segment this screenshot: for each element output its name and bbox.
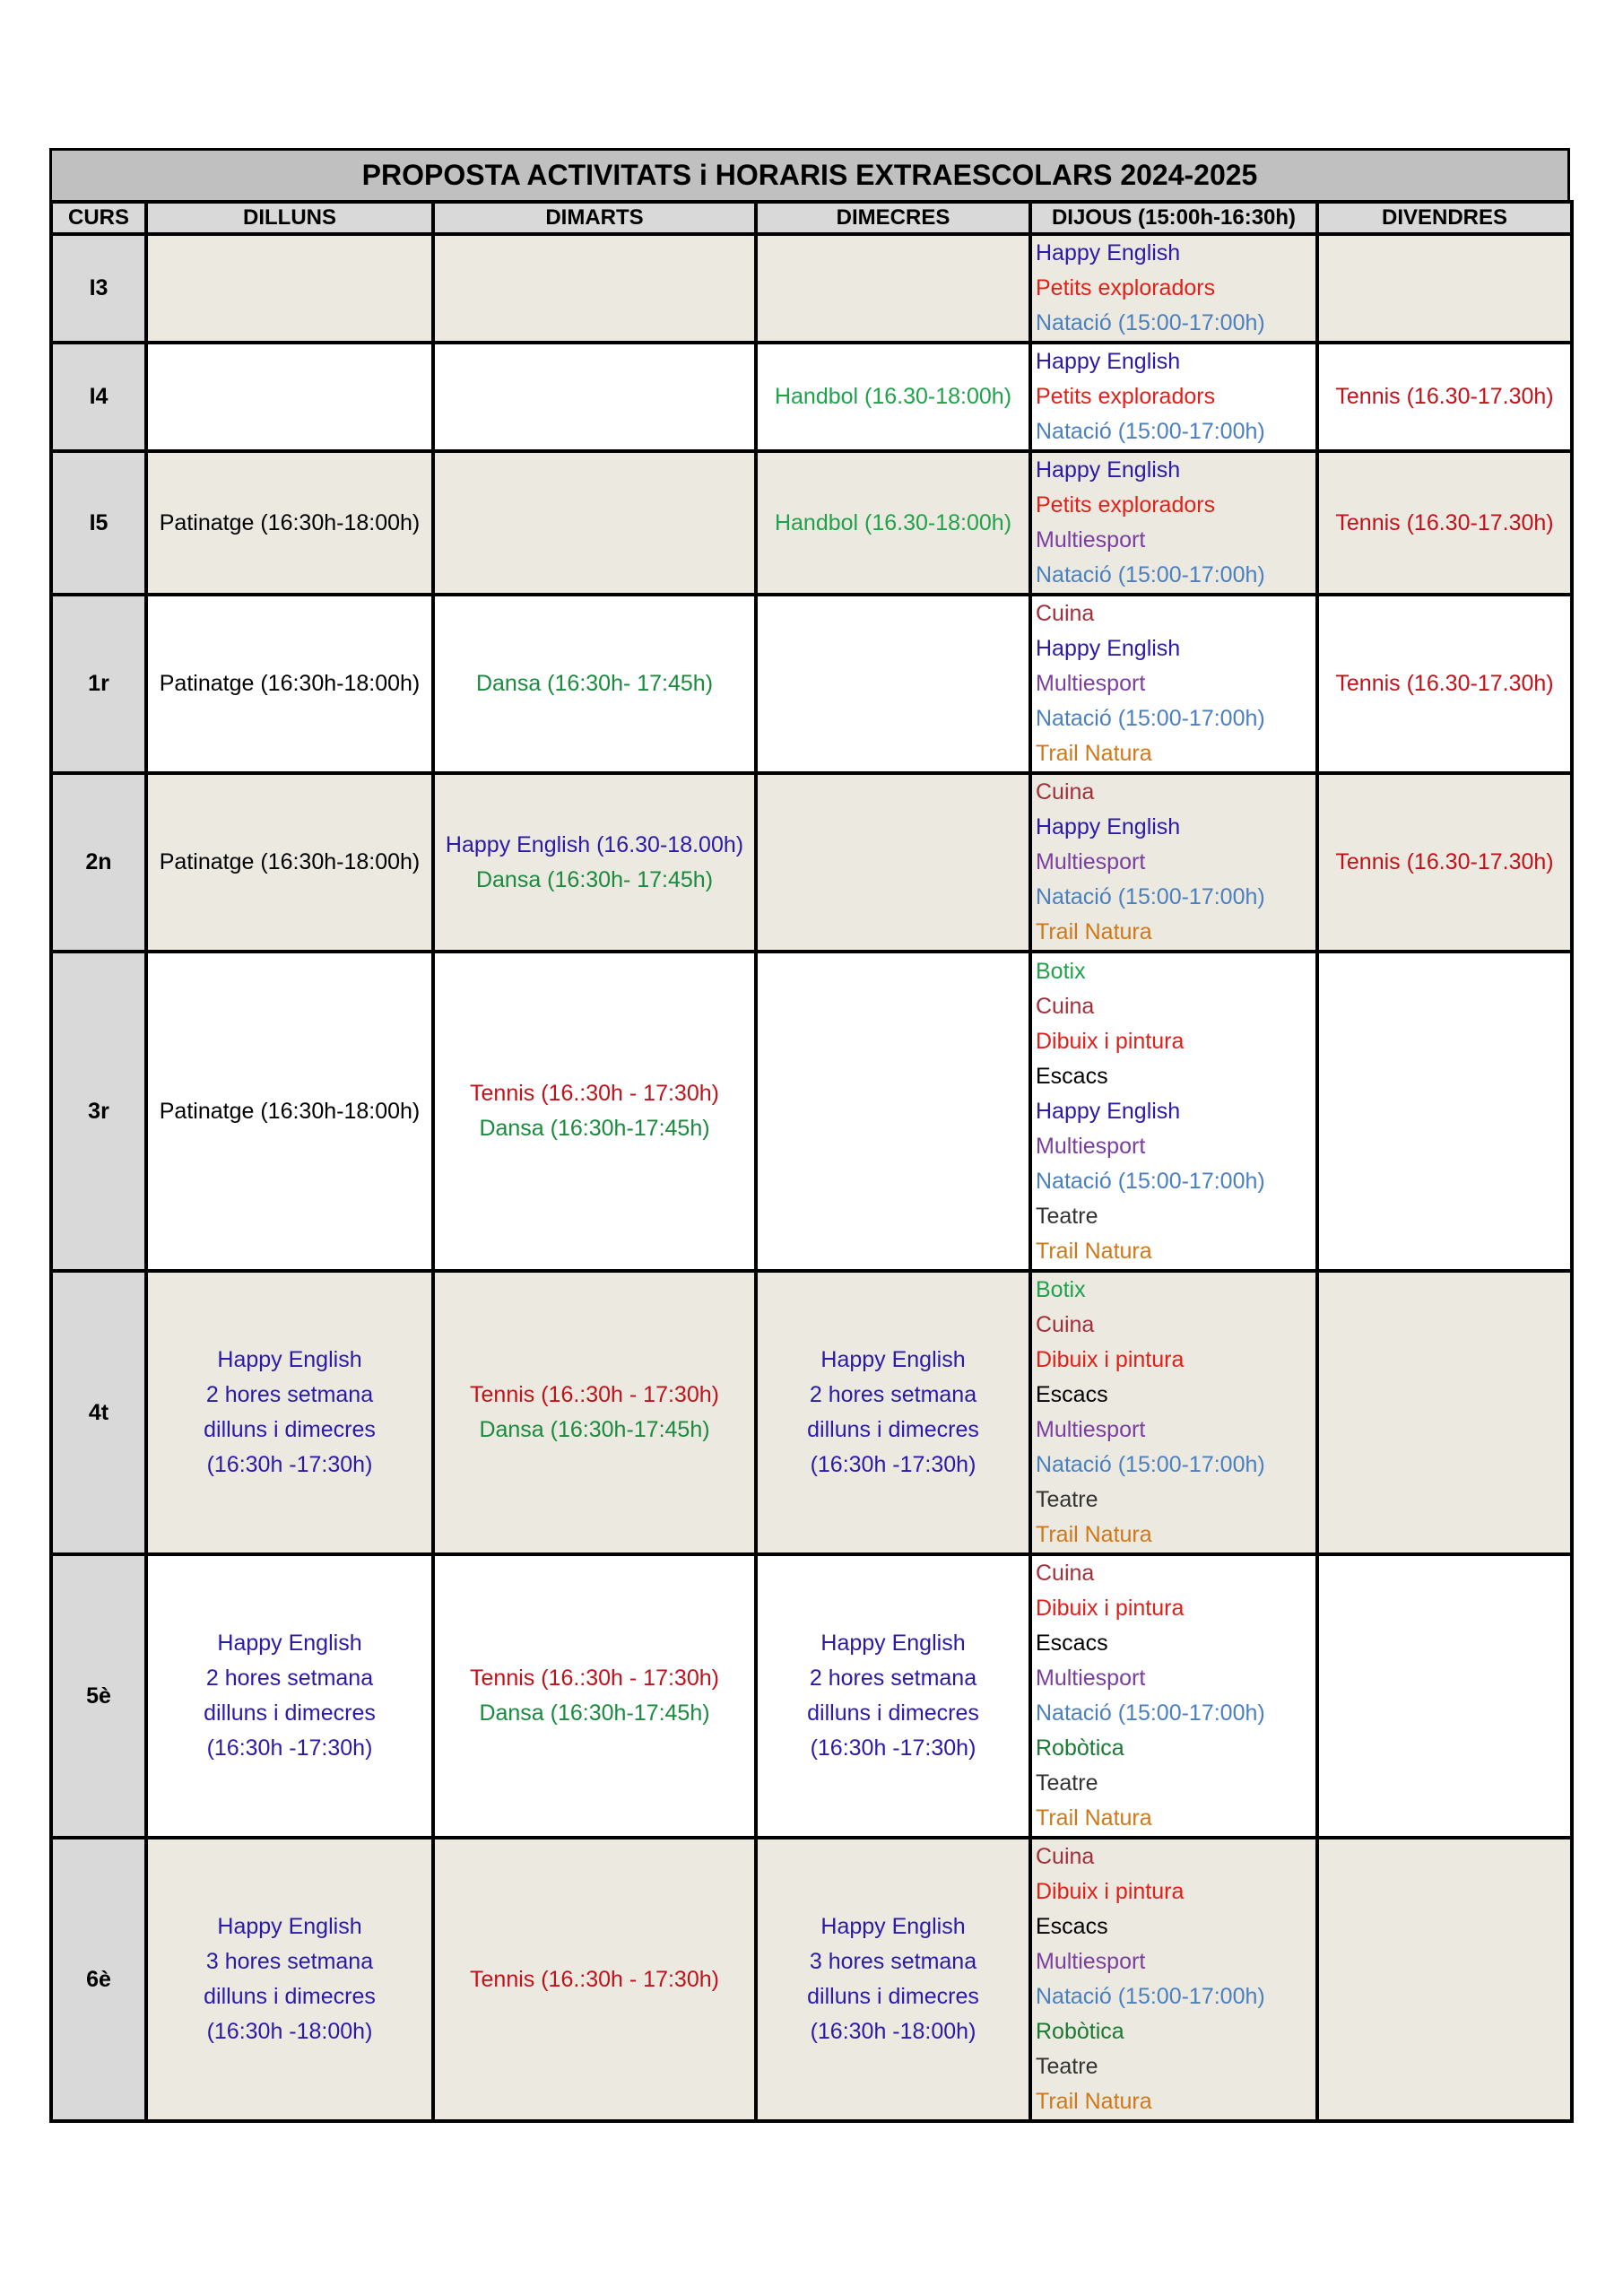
dimecres-cell (756, 234, 1030, 343)
activity-line: Cuina (1036, 1561, 1095, 1586)
activity-line: Tennis (16.30-17.30h) (1335, 671, 1554, 696)
divendres-cell (1317, 1554, 1572, 1838)
dimecres-cell (756, 1838, 1030, 2121)
activity-line: Patinatge (16:30h-18:00h) (159, 671, 421, 696)
activity-line: (16:30h -17:30h) (206, 1735, 373, 1761)
page-title: PROPOSTA ACTIVITATS i HORARIS EXTRAESCOLARS 2024-2025 (49, 148, 1570, 200)
dilluns-cell (146, 1554, 433, 1838)
dilluns-cell (146, 1271, 433, 1554)
activity-line: Happy English (820, 1914, 966, 1939)
activity-line: Dansa (16:30h-17:45h) (479, 1700, 710, 1726)
header-dimecres: DIMECRES (756, 202, 1030, 234)
activity-line: Petits exploradors (1036, 384, 1216, 409)
activity-line: Patinatge (16:30h-18:00h) (159, 849, 421, 874)
activity-line: Happy English (217, 1631, 362, 1656)
curs-cell: I4 (51, 343, 146, 451)
dimarts-cell (433, 451, 756, 595)
dilluns-cell (146, 451, 433, 595)
curs-cell: 4t (51, 1271, 146, 1554)
activity-line: 2 hores setmana (809, 1382, 977, 1407)
activity-line: Cuina (1036, 993, 1095, 1019)
activity-line: Tennis (16.30-17.30h) (1335, 509, 1554, 535)
activity-line: Trail Natura (1036, 1805, 1152, 1831)
activity-line: Trail Natura (1036, 741, 1152, 766)
activity-line: Escacs (1036, 1063, 1108, 1089)
activity-line: Happy English (217, 1914, 362, 1939)
activity-line: 3 hores setmana (205, 1949, 374, 1974)
activity-line: Handbol (16.30-18:00h) (774, 384, 1012, 409)
activity-line: Happy English (1036, 349, 1181, 374)
curs-cell: I3 (51, 234, 146, 343)
activity-line: Cuina (1036, 779, 1095, 804)
activity-line: Multiesport (1036, 1949, 1146, 1974)
activity-line: Trail Natura (1036, 919, 1152, 944)
activity-line: Dansa (16:30h- 17:45h) (475, 866, 714, 892)
activity-line: Multiesport (1036, 1665, 1146, 1691)
activity-line: Natació (15:00-17:00h) (1036, 706, 1265, 731)
dilluns-cell (146, 952, 433, 1271)
activity-line: Cuina (1036, 601, 1095, 626)
activity-line: Patinatge (16:30h-18:00h) (159, 509, 421, 535)
divendres-cell (1317, 952, 1572, 1271)
divendres-cell (1317, 595, 1572, 773)
curs-cell: 1r (51, 595, 146, 773)
activity-line: (16:30h -17:30h) (810, 1735, 976, 1761)
activity-line: Happy English (1036, 457, 1181, 483)
activity-line: dilluns i dimecres (807, 1984, 979, 2009)
activity-line: Happy English (1036, 814, 1181, 839)
activity-line: Dibuix i pintura (1036, 1596, 1185, 1621)
dimarts-cell (433, 1554, 756, 1838)
dijous-cell (1030, 1554, 1317, 1838)
dimarts-cell (433, 595, 756, 773)
activity-line: Tennis (16.:30h - 17:30h) (470, 1382, 719, 1407)
dilluns-cell (146, 595, 433, 773)
activity-line: Dibuix i pintura (1036, 1879, 1185, 1904)
activity-line: Tennis (16.30-17.30h) (1335, 384, 1554, 409)
activity-line: Botix (1036, 958, 1086, 984)
activity-line: Happy English (16.30-18.00h) (445, 831, 744, 857)
divendres-cell (1317, 234, 1572, 343)
activity-line: Happy English (820, 1631, 966, 1656)
table-row (51, 1554, 1572, 1838)
activity-line: Teatre (1036, 1487, 1098, 1512)
header-dijous: DIJOUS (15:00h-16:30h) (1030, 202, 1317, 234)
dijous-cell (1030, 343, 1317, 451)
header-dimarts: DIMARTS (433, 202, 756, 234)
dimecres-cell (756, 952, 1030, 1271)
dijous-cell (1030, 595, 1317, 773)
activity-line: Happy English (217, 1347, 362, 1372)
activity-line: (16:30h -18:00h) (810, 2019, 976, 2044)
activity-line: Dibuix i pintura (1036, 1347, 1185, 1372)
activity-line: Botix (1036, 1277, 1086, 1302)
dijous-cell (1030, 451, 1317, 595)
dilluns-cell (146, 343, 433, 451)
activity-line: Multiesport (1036, 1133, 1146, 1159)
activity-line: Natació (15:00-17:00h) (1036, 884, 1265, 909)
dijous-cell (1030, 234, 1317, 343)
activity-line: Natació (15:00-17:00h) (1036, 1168, 1265, 1194)
activity-line: 3 hores setmana (809, 1949, 977, 1974)
dimarts-cell (433, 773, 756, 952)
schedule-sheet (49, 148, 1570, 2123)
dimecres-cell (756, 595, 1030, 773)
activity-line: Handbol (16.30-18:00h) (774, 509, 1012, 535)
activity-line: Teatre (1036, 1203, 1098, 1229)
dimarts-cell (433, 952, 756, 1271)
activity-line: Tennis (16.:30h - 17:30h) (470, 1081, 719, 1106)
activity-line: dilluns i dimecres (204, 1700, 376, 1726)
activity-line: Escacs (1036, 1382, 1108, 1407)
divendres-cell (1317, 773, 1572, 952)
dimarts-cell (433, 1271, 756, 1554)
curs-cell: 6è (51, 1838, 146, 2121)
dijous-cell (1030, 773, 1317, 952)
dimecres-cell (756, 1271, 1030, 1554)
activity-line: Multiesport (1036, 671, 1146, 696)
activity-line: Natació (15:00-17:00h) (1036, 419, 1265, 444)
activity-line: 2 hores setmana (809, 1665, 977, 1691)
activity-line: Dansa (16:30h- 17:45h) (475, 671, 714, 696)
dimecres-cell (756, 343, 1030, 451)
activity-line: Natació (15:00-17:00h) (1036, 1700, 1265, 1726)
activity-line: Teatre (1036, 1770, 1098, 1796)
activity-line: Happy English (1036, 1098, 1181, 1124)
dimecres-cell (756, 451, 1030, 595)
dijous-cell (1030, 1838, 1317, 2121)
table-row (51, 773, 1572, 952)
divendres-cell (1317, 1271, 1572, 1554)
curs-cell: 2n (51, 773, 146, 952)
header-row (51, 202, 1572, 234)
table-row (51, 1838, 1572, 2121)
dimecres-cell (756, 773, 1030, 952)
activity-line: Dansa (16:30h-17:45h) (479, 1116, 710, 1141)
divendres-cell (1317, 1838, 1572, 2121)
activity-line: Escacs (1036, 1631, 1108, 1656)
activity-line: Cuina (1036, 1312, 1095, 1337)
activity-line: Robòtica (1036, 2019, 1124, 2044)
header-divendres: DIVENDRES (1317, 202, 1572, 234)
dilluns-cell (146, 1838, 433, 2121)
activity-line: Happy English (1036, 240, 1181, 265)
activity-line: dilluns i dimecres (204, 1984, 376, 2009)
activity-line: Natació (15:00-17:00h) (1036, 310, 1265, 335)
table-row (51, 952, 1572, 1271)
divendres-cell (1317, 343, 1572, 451)
activity-line: Patinatge (16:30h-18:00h) (159, 1098, 421, 1124)
activity-line: (16:30h -17:30h) (810, 1452, 976, 1477)
activity-line: Petits exploradors (1036, 492, 1216, 517)
dimecres-cell (756, 1554, 1030, 1838)
table-row (51, 595, 1572, 773)
activity-line: Tennis (16.:30h - 17:30h) (470, 1966, 719, 1992)
activity-line: Multiesport (1036, 1417, 1146, 1442)
activity-line: Dansa (16:30h-17:45h) (479, 1417, 710, 1442)
activity-line: (16:30h -17:30h) (206, 1452, 373, 1477)
dilluns-cell (146, 234, 433, 343)
dijous-cell (1030, 1271, 1317, 1554)
schedule-table (49, 200, 1574, 2123)
curs-cell: I5 (51, 451, 146, 595)
curs-cell: 3r (51, 952, 146, 1271)
dijous-cell (1030, 952, 1317, 1271)
activity-line: Cuina (1036, 1844, 1095, 1869)
table-row (51, 234, 1572, 343)
divendres-cell (1317, 451, 1572, 595)
dimarts-cell (433, 343, 756, 451)
activity-line: Trail Natura (1036, 1522, 1152, 1547)
activity-line: Escacs (1036, 1914, 1108, 1939)
activity-line: Trail Natura (1036, 2089, 1152, 2114)
activity-line: Petits exploradors (1036, 275, 1216, 300)
activity-line: Natació (15:00-17:00h) (1036, 1984, 1265, 2009)
table-row (51, 1271, 1572, 1554)
curs-cell: 5è (51, 1554, 146, 1838)
schedule-body (51, 234, 1572, 2121)
activity-line: Natació (15:00-17:00h) (1036, 562, 1265, 587)
activity-line: Natació (15:00-17:00h) (1036, 1452, 1265, 1477)
activity-line: dilluns i dimecres (807, 1700, 979, 1726)
activity-line: dilluns i dimecres (204, 1417, 376, 1442)
activity-line: Dibuix i pintura (1036, 1028, 1185, 1054)
activity-line: dilluns i dimecres (807, 1417, 979, 1442)
activity-line: Happy English (820, 1347, 966, 1372)
activity-line: Teatre (1036, 2054, 1098, 2079)
activity-line: Robòtica (1036, 1735, 1124, 1761)
header-dilluns: DILLUNS (146, 202, 433, 234)
activity-line: Happy English (1036, 636, 1181, 661)
activity-line: Tennis (16.30-17.30h) (1335, 849, 1554, 874)
table-row (51, 451, 1572, 595)
activity-line: 2 hores setmana (205, 1382, 374, 1407)
activity-line: 2 hores setmana (205, 1665, 374, 1691)
activity-line: Multiesport (1036, 527, 1146, 552)
table-row (51, 343, 1572, 451)
dimarts-cell (433, 1838, 756, 2121)
dilluns-cell (146, 773, 433, 952)
activity-line: Multiesport (1036, 849, 1146, 874)
activity-line: Trail Natura (1036, 1238, 1152, 1264)
header-curs: CURS (51, 202, 146, 234)
activity-line: (16:30h -18:00h) (206, 2019, 373, 2044)
activity-line: Tennis (16.:30h - 17:30h) (470, 1665, 719, 1691)
dimarts-cell (433, 234, 756, 343)
